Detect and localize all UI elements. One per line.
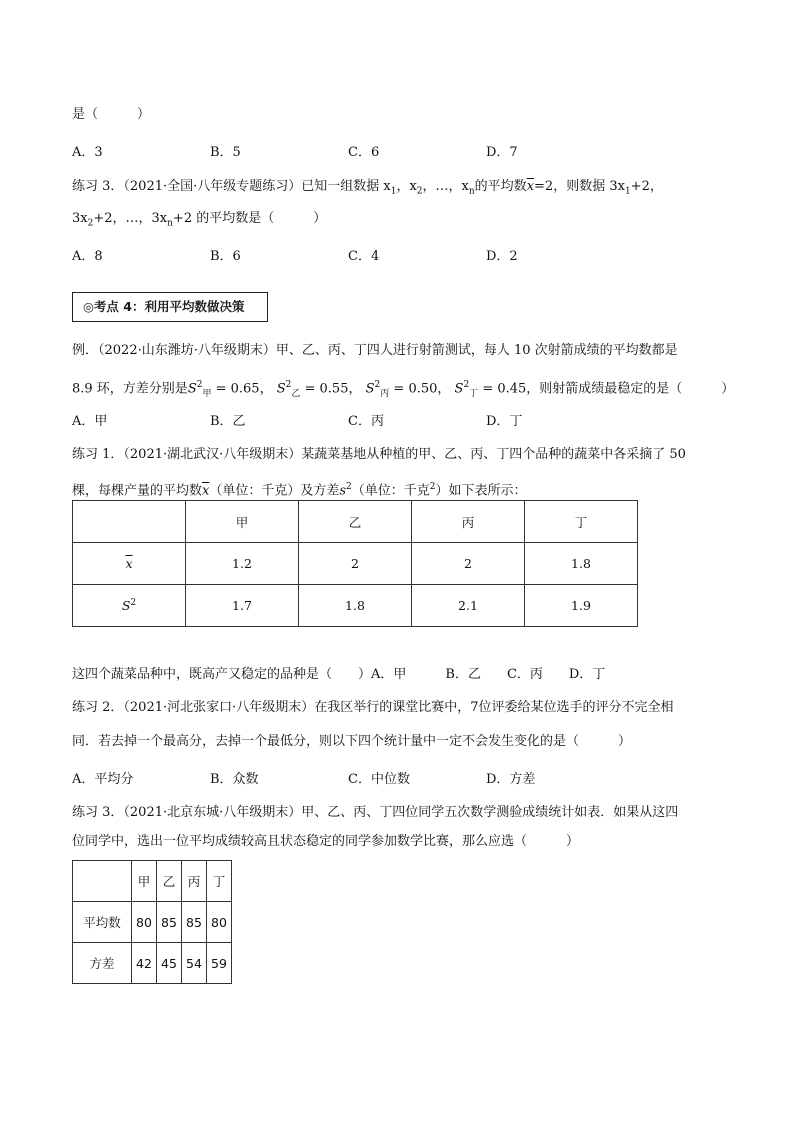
table-cell: 丁: [525, 501, 638, 543]
table-cell: 1.2: [186, 543, 299, 585]
table-cell: 85: [157, 902, 182, 943]
option-a: A．平均分: [72, 772, 134, 787]
table-row-label: 平均数: [73, 902, 132, 943]
option-a: A．3: [72, 145, 103, 160]
practice3-line2: 位同学中，选出一位平均成绩较高且状态稳定的同学参加数学比赛，那么应选（ ）: [72, 834, 580, 849]
practice3-top-line1: 练习 3．（2021·全国·八年级专题练习）已知一组数据 $x_1$，$x_2$，…，$x_n$的平均数$\overline{x}=2$，则数据 $3x_1+2$，: [72, 179, 663, 197]
option-b: B．乙: [210, 414, 246, 429]
practice2-line2: 同．若去掉一个最高分，去掉一个最低分，则以下四个统计量中一定不会发生变化的是（ ）: [72, 734, 632, 749]
score-table: [72, 860, 232, 984]
option-d: D．7: [486, 145, 518, 160]
option-d: D．2: [486, 249, 518, 264]
table-cell: [73, 861, 132, 902]
table-row-label: 方差: [73, 943, 132, 984]
table-row: [73, 943, 232, 984]
table-cell: 乙: [157, 861, 182, 902]
option-c: C．丙: [348, 414, 384, 429]
table-cell: [73, 501, 186, 543]
option-c: C．中位数: [348, 772, 410, 787]
table-cell: 甲: [132, 861, 157, 902]
table-cell: 1.9: [525, 585, 638, 627]
table-cell: 乙: [299, 501, 412, 543]
practice3-top-line2: $3x_2+2$，…，$3x_n+2$ 的平均数是（ ）: [72, 211, 327, 229]
table-cell: 丙: [182, 861, 207, 902]
table-cell: 45: [157, 943, 182, 984]
option-b: B．6: [210, 249, 241, 264]
topic-heading: ◎考点 4：利用平均数做决策: [72, 292, 268, 322]
table-header-row: [73, 861, 232, 902]
option-b: B．众数: [210, 772, 259, 787]
table-header-row: [73, 501, 638, 543]
table-cell: 1.8: [299, 585, 412, 627]
data-table: [72, 500, 638, 627]
table-cell: 1.8: [525, 543, 638, 585]
table-row: [73, 902, 232, 943]
table-row-label: $\overline{x}$: [73, 543, 186, 585]
option-d: D．丁: [486, 414, 523, 429]
example-line2: 8.9 环，方差分别是$S^2_甲 = 0.65$， $S^2_乙 = 0.55$， $S^2_丙 = 0.50$， $S^2_丁 = 0.45$，则射箭成绩最稳定的是（ ）: [72, 380, 735, 399]
table-cell: 丙: [412, 501, 525, 543]
question-tail: 是（ ）: [72, 107, 151, 122]
table-cell: 80: [207, 902, 232, 943]
table-cell: 54: [182, 943, 207, 984]
table-cell: 59: [207, 943, 232, 984]
option-b: B．5: [210, 145, 241, 160]
practice1-line1: 练习 1．（2021·湖北武汉·八年级期末）某蔬菜基地从种植的甲、乙、丙、丁四个品种的蔬菜中各采摘了 50: [72, 447, 686, 462]
table-cell: 42: [132, 943, 157, 984]
table-row: [73, 543, 638, 585]
option-c: C．4: [348, 249, 380, 264]
table-cell: 丁: [207, 861, 232, 902]
option-d: D．方差: [486, 772, 536, 787]
table-cell: 80: [132, 902, 157, 943]
practice1-line2: 棵，每棵产量的平均数$\overline{x}$（单位：千克）及方差$s^2$（单位：千克$^2$）如下表所示：: [72, 482, 527, 499]
table-cell: 2: [412, 543, 525, 585]
option-c: C．6: [348, 145, 380, 160]
practice3-line1: 练习 3．（2021·北京东城·八年级期末）甲、乙、丙、丁四位同学五次数学测验成绩统计如表．如果从这四: [72, 805, 679, 820]
practice1-question: 这四个蔬菜品种中，既高产又稳定的品种是（ ）A．甲 B．乙 C．丙 D．丁: [72, 667, 606, 682]
table-cell: 2: [299, 543, 412, 585]
option-a: A．甲: [72, 414, 108, 429]
table-row-label: $S^2$: [73, 585, 186, 627]
table-cell: 1.7: [186, 585, 299, 627]
example-line1: 例．（2022·山东潍坊·八年级期末）甲、乙、丙、丁四人进行射箭测试，每人 10 次射箭成绩的平均数都是: [72, 343, 678, 358]
table-cell: 2.1: [412, 585, 525, 627]
option-a: A．8: [72, 249, 103, 264]
table-row: [73, 585, 638, 627]
practice2-line1: 练习 2．（2021·河北张家口·八年级期末）在我区举行的课堂比赛中，7位评委给某位选手的评分不完全相: [72, 700, 674, 715]
table-cell: 85: [182, 902, 207, 943]
table-cell: 甲: [186, 501, 299, 543]
